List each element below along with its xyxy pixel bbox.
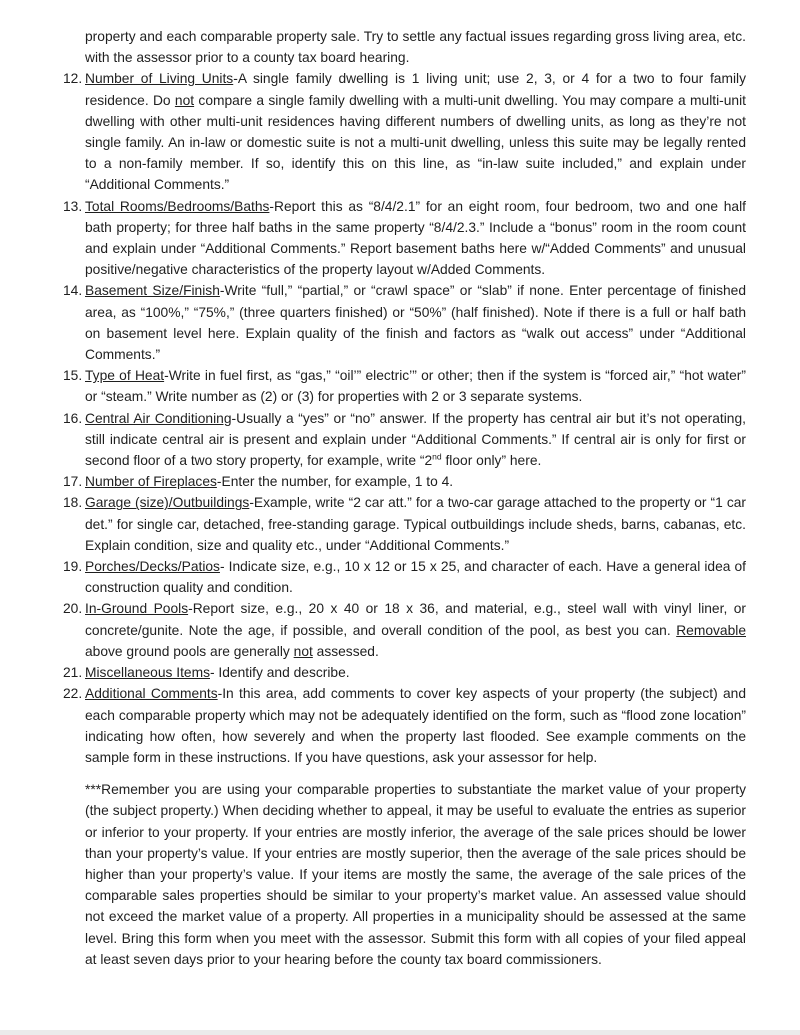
list-item-number: 17.: [63, 474, 83, 490]
list-item-number: 12.: [63, 71, 83, 87]
list-item-14: [63, 280, 746, 365]
list-item-number: 14.: [63, 283, 83, 299]
list-item-number: 19.: [63, 559, 83, 575]
list-item-17: [63, 471, 746, 492]
closing-paragraph: ***Remember you are using your comparable properties to substantiate the market value of your property (the subject property.) When deciding whether to appeal, it may be useful to evaluate the entries as superior or inferior to your property. If your entries are mostly inferior, the average of the sale prices should be lower than your property’s value. If your entries are mostly superior, then the average of the sale prices should be higher than your property’s value. If your items are mostly the same, the average of the sale prices of the comparable sales properties should be similar to your property’s market value. An assessed value should not exceed the market value of a property. All properties in a municipality should be assessed at the same level. Bring this form when you meet with the assessor. Submit this form with all copies of your filed appeal at least seven days prior to your hearing before the county tax board commissioners.: [85, 782, 746, 967]
list-item-text: Garage (size)/Outbuildings-Example, write “2 car att.” for a two-car garage attached to the property or “1 car det.” for single car, detached, free-standing garage. Typical outbuildings include sheds, barns, cabanas, etc. Explain condition, size and quality etc., under “Additional Comments.”: [85, 495, 747, 553]
page-bottom-edge: [0, 1030, 800, 1035]
list-item-number: 13.: [63, 198, 83, 214]
list-item-12: [63, 68, 746, 195]
list-item-22: [63, 683, 746, 768]
list-item-text: Miscellaneous Items- Identify and describe.: [85, 665, 350, 681]
list-item-number: 18.: [63, 495, 83, 511]
list-item-text: Central Air Conditioning-Usually a “yes” or “no” answer. If the property has central air but it’s not operating, still indicate central air is present and explain under “Additional Comments.” If central air is only for first or second floor of a two story property, for example, write “2nd floor only” here.: [85, 410, 746, 469]
list-item-number: 15.: [63, 368, 83, 384]
list-item-text: Additional Comments-In this area, add comments to cover key aspects of your property (the subject) and each comparable property which may not be adequately identified on the form, such as “flood zone location” indicating how often, how severely and when the property last flooded. See example comments on the sample form in these instructions. If you have questions, ask your assessor for help.: [85, 686, 746, 765]
list-item-text: Number of Fireplaces-Enter the number, for example, 1 to 4.: [85, 474, 454, 490]
list-item-20: [63, 598, 746, 662]
list-item-16: [63, 408, 746, 472]
list-item-number: 16.: [63, 410, 83, 426]
list-item-text: Total Rooms/Bedrooms/Baths-Report this as “8/4/2.1” for an eight room, four bedroom, two and one half bath property; for three half baths in the same property “8/4/2.3.” Include a “bonus” room in the room count and explain under “Additional Comments.” Report basement baths here w/“Added Comments” and unusual positive/negative characteristics of the property layout w/Added Comments.: [85, 198, 746, 278]
list-item-19: [63, 556, 746, 598]
list-item-number: 22.: [63, 686, 83, 702]
intro-paragraph: property and each comparable property sale. Try to settle any factual issues regarding gross living area, etc. with the assessor prior to a county tax board hearing.: [85, 29, 746, 66]
list-item-text: Porches/Decks/Patios- Indicate size, e.g., 10 x 12 or 15 x 25, and character of each. Have a general idea of construction quality and condition.: [85, 559, 746, 596]
list-item-text: Basement Size/Finish-Write “full,” “partial,” or “crawl space” or “slab” if none. Enter percentage of finished area, as “100%,” “75%,” (three quarters finished) or “50%” (half finished). Note if there is a full or half bath on basement level here. Explain quality of the finish and factors as “walk out access” under “Additional Comments.”: [85, 283, 746, 363]
list-item-text: Number of Living Units-A single family dwelling is 1 living unit; use 2, 3, or 4 for a two to four family residence. Do not compare a single family dwelling with a multi-unit dwelling. You may compare a multi-unit dwelling with other multi-unit residences having different numbers of dwelling units, as long as they’re not single family. An in-law or domestic suite is not a multi-unit dwelling, unless this suite may be legally rented to a non-family member. If so, identify this on this line, as “in-law suite included,” and explain under “Additional Comments.”: [85, 71, 746, 193]
list-item-15: [63, 365, 746, 407]
list-item-number: 20.: [63, 601, 83, 617]
list-item-18: [63, 492, 746, 556]
list-item-13: [63, 196, 746, 281]
list-item-number: 21.: [63, 665, 83, 681]
list-item-text: Type of Heat-Write in fuel first, as “gas,” “oil’” electric’” or other; then if the system is “forced air,” “hot water” or “steam.” Write number as (2) or (3) for properties with 2 or 3 separate systems.: [85, 368, 746, 405]
list-item-text: In-Ground Pools-Report size, e.g., 20 x 40 or 18 x 36, and material, e.g., steel wall with vinyl liner, or concrete/gunite. Note the age, if possible, and overall condition of the pool, as best you can. Removable above ground pools are generally not assessed.: [85, 601, 746, 659]
list-item-21: [63, 662, 746, 683]
